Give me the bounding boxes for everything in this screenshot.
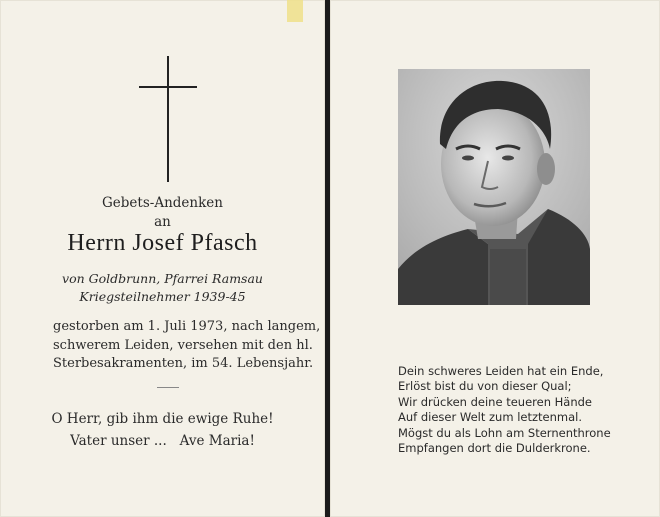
portrait-photo — [398, 69, 590, 305]
poem-line: Empfangen dort die Dulderkrone. — [398, 441, 591, 456]
divider — [157, 387, 179, 388]
prayer-block — [0, 408, 325, 452]
origin-line: von Goldbrunn, Pfarrei Ramsau — [62, 271, 263, 286]
poem-line: Auf dieser Welt zum letztenmal. — [398, 410, 582, 425]
poem-line: Wir drücken deine teueren Hände — [398, 394, 592, 409]
poem — [398, 364, 658, 456]
origin-block — [0, 270, 325, 306]
poem-line: Erlöst bist du von dieser Qual; — [398, 379, 572, 394]
intro-line: an — [154, 214, 171, 230]
prayer-line: Vater unser ... Ave Maria! — [70, 433, 255, 449]
death-line: schwerem Leiden, versehen mit den hl. — [53, 337, 313, 353]
cross-icon — [168, 56, 169, 57]
intro-line: Gebets-Andenken — [102, 195, 223, 211]
intro-block — [0, 194, 325, 232]
memorial-card-left — [0, 0, 325, 517]
death-notice — [53, 318, 321, 374]
prayer-line: O Herr, gib ihm die ewige Ruhe! — [51, 411, 274, 427]
service-line: Kriegsteilnehmer 1939-45 — [79, 289, 246, 304]
death-line: gestorben am 1. Juli 1973, nach langem, — [53, 319, 321, 334]
adhesive-tape — [287, 0, 303, 22]
poem-line: Dein schweres Leiden hat ein Ende, — [398, 364, 604, 378]
deceased-name: Herrn Josef Pfasch — [67, 230, 258, 256]
death-line: Sterbesakramenten, im 54. Lebensjahr. — [53, 356, 314, 371]
poem-line: Mögst du als Lohn am Sternenthrone — [398, 425, 611, 440]
